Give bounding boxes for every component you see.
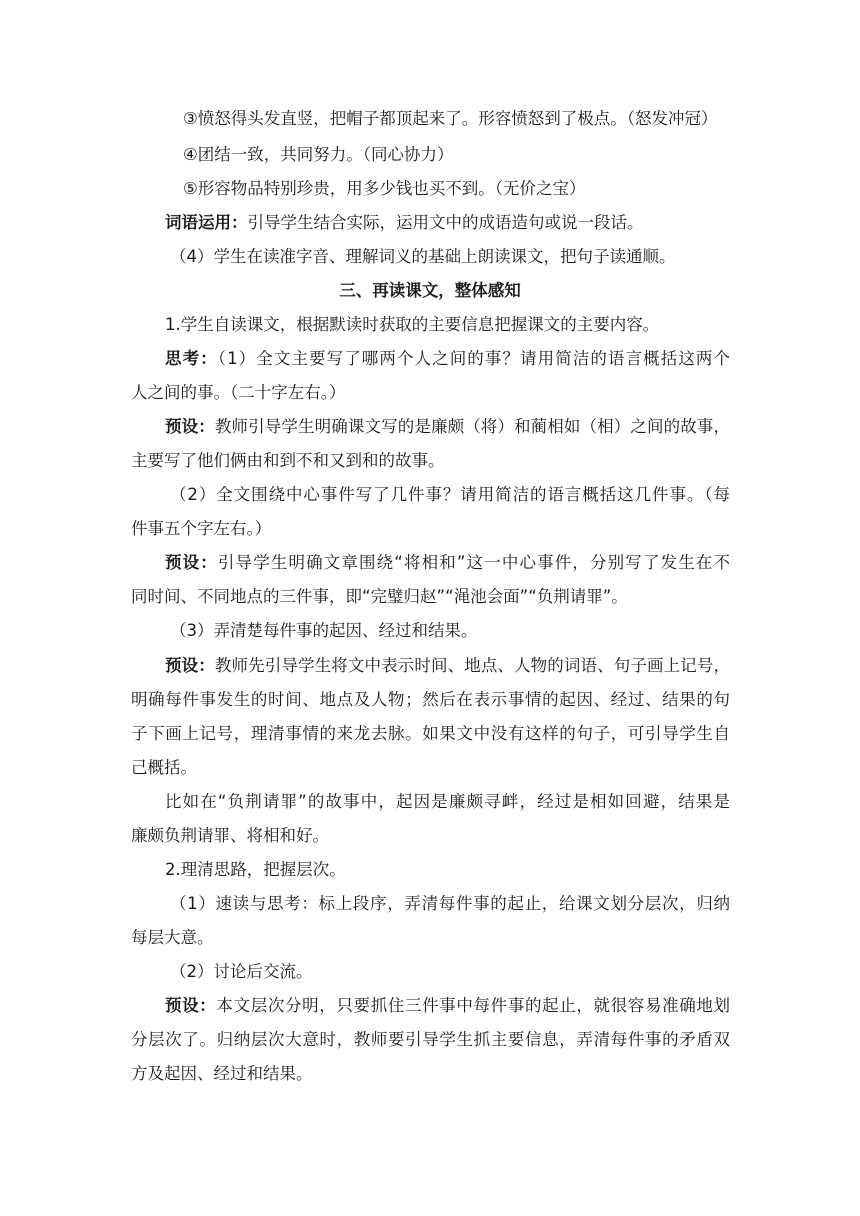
preset-answer-3-line2: 明确每件事发生的时间、地点及人物；然后在表示事情的起因、经过、结果的句 bbox=[131, 690, 730, 709]
think-question-1-cont: 人之间的事。（二十字左右。） bbox=[131, 383, 346, 402]
word-usage-paragraph bbox=[165, 212, 644, 234]
discussion-task: （2）讨论后交流。 bbox=[170, 962, 313, 981]
idiom-definition-5: ⑤形容物品特别珍贵，用多少钱也买不到。（无价之宝） bbox=[183, 179, 586, 198]
section-heading-3: 三、再读课文，整体感知 bbox=[339, 281, 521, 300]
think-label: 思考： bbox=[165, 349, 218, 368]
preset-answer-3-line4: 己概括。 bbox=[131, 758, 197, 777]
word-usage-label: 词语运用： bbox=[165, 213, 248, 232]
question-2-cont: 件事五个字左右。） bbox=[131, 519, 272, 538]
step-4-reading: （4）学生在读准字音、理解词义的基础上朗读课文，把句子读通顺。 bbox=[170, 247, 676, 266]
word-usage-text: 引导学生结合实际，运用文中的成语造句或说一段话。 bbox=[247, 213, 644, 232]
question-2: （2）全文围绕中心事件写了几件事？请用简洁的语言概括这几件事。（每 bbox=[170, 485, 730, 504]
preset-answer-4: 预设：本文层次分明，只要抓住三件事中每件事的起止，就很容易准确地划 bbox=[165, 996, 730, 1015]
preset-label: 预设： bbox=[165, 996, 217, 1015]
preset-label: 预设： bbox=[165, 656, 215, 675]
preset-label: 预设： bbox=[165, 417, 215, 436]
preset-answer-1-cont: 主要写了他们俩由和到不和又到和的故事。 bbox=[131, 451, 445, 470]
example-paragraph-cont: 廉颇负荆请罪、将相和好。 bbox=[131, 826, 329, 845]
preset-answer-4-line3: 方及起因、经过和结果。 bbox=[131, 1064, 313, 1083]
speed-reading-task: （1）速读与思考：标上段序，弄清每件事的起止，给课文划分层次，归纳 bbox=[170, 894, 730, 913]
think-question-1: 思考：（1）全文主要写了哪两个人之间的事？请用简洁的语言概括这两个 bbox=[165, 349, 731, 368]
preset-answer-1: 预设：教师引导学生明确课文写的是廉颇（将）和蔺相如（相）之间的故事， bbox=[165, 417, 731, 436]
question-3: （3）弄清楚每件事的起因、经过和结果。 bbox=[170, 621, 478, 640]
speed-reading-task-cont: 每层大意。 bbox=[131, 928, 214, 947]
example-paragraph: 比如在“负荆请罪”的故事中，起因是廉颇寻衅，经过是相如回避，结果是 bbox=[165, 792, 730, 811]
preset-answer-2-cont: 同时间、不同地点的三件事，即“完璧归赵”“渑池会面”“负荆请罪”。 bbox=[131, 587, 628, 606]
preset-answer-4-line2: 分层次了。归纳层次大意时，教师要引导学生抓主要信息，弄清每件事的矛盾双 bbox=[131, 1030, 730, 1049]
preset-answer-3: 预设：教师先引导学生将文中表示时间、地点、人物的词语、句子画上记号， bbox=[165, 656, 731, 675]
idiom-definition-4: ④团结一致，共同努力。（同心协力） bbox=[183, 145, 454, 164]
preset-answer-2: 预设：引导学生明确文章围绕“将相和”这一中心事件，分别写了发生在不 bbox=[165, 553, 730, 572]
item-2-structure: 2.理清思路，把握层次。 bbox=[165, 860, 346, 879]
preset-answer-3-line3: 子下画上记号，理清事情的来龙去脉。如果文中没有这样的句子，可引导学生自 bbox=[131, 724, 730, 743]
preset-label: 预设： bbox=[165, 553, 218, 572]
idiom-definition-3: ③愤怒得头发直竖，把帽子都顶起来了。形容愤怒到了极点。（怒发冲冠） bbox=[183, 109, 718, 128]
item-1-self-reading: 1.学生自读课文，根据默读时获取的主要信息把握课文的主要内容。 bbox=[165, 315, 660, 334]
